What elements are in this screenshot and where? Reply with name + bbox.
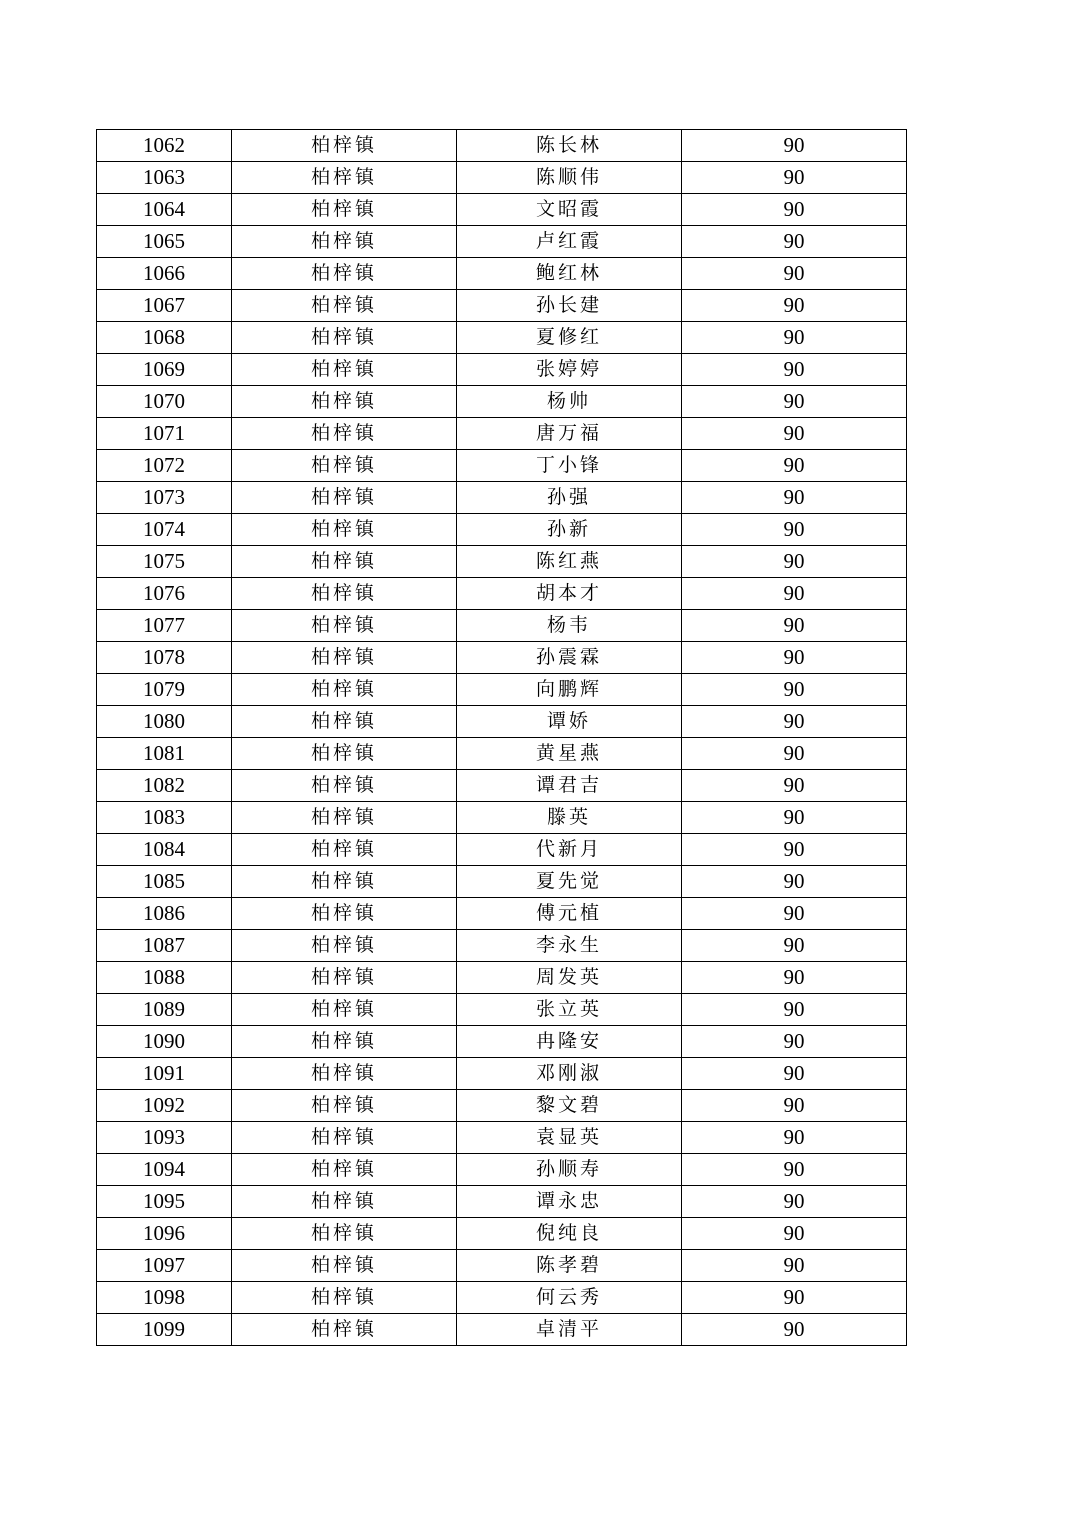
town-cell: 柏梓镇: [232, 450, 457, 482]
town-cell: 柏梓镇: [232, 578, 457, 610]
row-number-cell: 1062: [97, 130, 232, 162]
amount-cell: 90: [682, 994, 907, 1026]
person-name-cell: 代新月: [457, 834, 682, 866]
town-cell: 柏梓镇: [232, 1186, 457, 1218]
table-row: [97, 738, 907, 770]
table-row: [97, 706, 907, 738]
person-name-cell: 夏修红: [457, 322, 682, 354]
amount-cell: 90: [682, 802, 907, 834]
row-number-cell: 1093: [97, 1122, 232, 1154]
amount-cell: 90: [682, 866, 907, 898]
table-row: [97, 1090, 907, 1122]
row-number-cell: 1064: [97, 194, 232, 226]
table-row: [97, 866, 907, 898]
table-row: [97, 1314, 907, 1346]
row-number-cell: 1066: [97, 258, 232, 290]
table-row: [97, 1250, 907, 1282]
table-row: [97, 290, 907, 322]
row-number-cell: 1074: [97, 514, 232, 546]
person-name-cell: 谭君吉: [457, 770, 682, 802]
person-name-cell: 杨帅: [457, 386, 682, 418]
row-number-cell: 1089: [97, 994, 232, 1026]
row-number-cell: 1083: [97, 802, 232, 834]
amount-cell: 90: [682, 450, 907, 482]
amount-cell: 90: [682, 514, 907, 546]
amount-cell: 90: [682, 1058, 907, 1090]
town-cell: 柏梓镇: [232, 610, 457, 642]
amount-cell: 90: [682, 642, 907, 674]
row-number-cell: 1069: [97, 354, 232, 386]
row-number-cell: 1068: [97, 322, 232, 354]
town-cell: 柏梓镇: [232, 674, 457, 706]
amount-cell: 90: [682, 674, 907, 706]
person-name-cell: 杨韦: [457, 610, 682, 642]
row-number-cell: 1067: [97, 290, 232, 322]
amount-cell: 90: [682, 386, 907, 418]
table-row: [97, 674, 907, 706]
row-number-cell: 1082: [97, 770, 232, 802]
town-cell: 柏梓镇: [232, 866, 457, 898]
table-row: [97, 1122, 907, 1154]
person-name-cell: 陈孝碧: [457, 1250, 682, 1282]
person-name-cell: 陈长林: [457, 130, 682, 162]
row-number-cell: 1087: [97, 930, 232, 962]
row-number-cell: 1092: [97, 1090, 232, 1122]
person-name-cell: 张婷婷: [457, 354, 682, 386]
person-name-cell: 丁小锋: [457, 450, 682, 482]
table-row: [97, 930, 907, 962]
table-row: [97, 514, 907, 546]
amount-cell: 90: [682, 194, 907, 226]
row-number-cell: 1070: [97, 386, 232, 418]
town-cell: 柏梓镇: [232, 1218, 457, 1250]
table-row: [97, 1218, 907, 1250]
amount-cell: 90: [682, 1282, 907, 1314]
row-number-cell: 1094: [97, 1154, 232, 1186]
table-row: [97, 834, 907, 866]
person-name-cell: 滕英: [457, 802, 682, 834]
amount-cell: 90: [682, 354, 907, 386]
amount-cell: 90: [682, 1154, 907, 1186]
amount-cell: 90: [682, 706, 907, 738]
row-number-cell: 1075: [97, 546, 232, 578]
person-name-cell: 卓清平: [457, 1314, 682, 1346]
table-row: [97, 386, 907, 418]
amount-cell: 90: [682, 1122, 907, 1154]
town-cell: 柏梓镇: [232, 386, 457, 418]
town-cell: 柏梓镇: [232, 802, 457, 834]
town-cell: 柏梓镇: [232, 930, 457, 962]
person-name-cell: 夏先觉: [457, 866, 682, 898]
town-cell: 柏梓镇: [232, 546, 457, 578]
row-number-cell: 1097: [97, 1250, 232, 1282]
town-cell: 柏梓镇: [232, 162, 457, 194]
amount-cell: 90: [682, 322, 907, 354]
person-name-cell: 孙震霖: [457, 642, 682, 674]
person-name-cell: 卢红霞: [457, 226, 682, 258]
amount-cell: 90: [682, 130, 907, 162]
town-cell: 柏梓镇: [232, 1282, 457, 1314]
town-cell: 柏梓镇: [232, 962, 457, 994]
row-number-cell: 1071: [97, 418, 232, 450]
person-name-cell: 孙顺寿: [457, 1154, 682, 1186]
town-cell: 柏梓镇: [232, 130, 457, 162]
table-row: [97, 194, 907, 226]
row-number-cell: 1090: [97, 1026, 232, 1058]
amount-cell: 90: [682, 898, 907, 930]
amount-cell: 90: [682, 418, 907, 450]
person-name-cell: 谭娇: [457, 706, 682, 738]
amount-cell: 90: [682, 1218, 907, 1250]
town-cell: 柏梓镇: [232, 290, 457, 322]
table-row: [97, 1058, 907, 1090]
row-number-cell: 1065: [97, 226, 232, 258]
town-cell: 柏梓镇: [232, 418, 457, 450]
table-row: [97, 1154, 907, 1186]
person-name-cell: 文昭霞: [457, 194, 682, 226]
row-number-cell: 1079: [97, 674, 232, 706]
town-cell: 柏梓镇: [232, 514, 457, 546]
amount-cell: 90: [682, 738, 907, 770]
person-name-cell: 邓刚淑: [457, 1058, 682, 1090]
person-name-cell: 孙强: [457, 482, 682, 514]
table-row: [97, 450, 907, 482]
table-row: [97, 546, 907, 578]
town-cell: 柏梓镇: [232, 482, 457, 514]
amount-cell: 90: [682, 1250, 907, 1282]
amount-cell: 90: [682, 962, 907, 994]
person-name-cell: 向鹏辉: [457, 674, 682, 706]
row-number-cell: 1072: [97, 450, 232, 482]
table-row: [97, 1282, 907, 1314]
person-name-cell: 孙新: [457, 514, 682, 546]
row-number-cell: 1091: [97, 1058, 232, 1090]
table-row: [97, 226, 907, 258]
person-name-cell: 倪纯良: [457, 1218, 682, 1250]
table-row: [97, 258, 907, 290]
town-cell: 柏梓镇: [232, 354, 457, 386]
amount-cell: 90: [682, 610, 907, 642]
town-cell: 柏梓镇: [232, 994, 457, 1026]
roster-table: [96, 129, 907, 1346]
town-cell: 柏梓镇: [232, 834, 457, 866]
row-number-cell: 1099: [97, 1314, 232, 1346]
town-cell: 柏梓镇: [232, 1250, 457, 1282]
town-cell: 柏梓镇: [232, 1026, 457, 1058]
table-row: [97, 354, 907, 386]
table-row: [97, 418, 907, 450]
row-number-cell: 1080: [97, 706, 232, 738]
person-name-cell: 冉隆安: [457, 1026, 682, 1058]
town-cell: 柏梓镇: [232, 1314, 457, 1346]
town-cell: 柏梓镇: [232, 1154, 457, 1186]
town-cell: 柏梓镇: [232, 706, 457, 738]
row-number-cell: 1076: [97, 578, 232, 610]
person-name-cell: 黄星燕: [457, 738, 682, 770]
amount-cell: 90: [682, 226, 907, 258]
person-name-cell: 谭永忠: [457, 1186, 682, 1218]
table-row: [97, 962, 907, 994]
person-name-cell: 陈红燕: [457, 546, 682, 578]
row-number-cell: 1073: [97, 482, 232, 514]
amount-cell: 90: [682, 1090, 907, 1122]
amount-cell: 90: [682, 1026, 907, 1058]
amount-cell: 90: [682, 258, 907, 290]
amount-cell: 90: [682, 1314, 907, 1346]
town-cell: 柏梓镇: [232, 194, 457, 226]
table-row: [97, 642, 907, 674]
town-cell: 柏梓镇: [232, 770, 457, 802]
person-name-cell: 陈顺伟: [457, 162, 682, 194]
person-name-cell: 傅元植: [457, 898, 682, 930]
roster-table-body: [97, 130, 907, 1346]
amount-cell: 90: [682, 578, 907, 610]
row-number-cell: 1085: [97, 866, 232, 898]
person-name-cell: 何云秀: [457, 1282, 682, 1314]
row-number-cell: 1086: [97, 898, 232, 930]
town-cell: 柏梓镇: [232, 226, 457, 258]
amount-cell: 90: [682, 482, 907, 514]
row-number-cell: 1077: [97, 610, 232, 642]
table-row: [97, 162, 907, 194]
table-row: [97, 802, 907, 834]
person-name-cell: 黎文碧: [457, 1090, 682, 1122]
row-number-cell: 1078: [97, 642, 232, 674]
amount-cell: 90: [682, 162, 907, 194]
row-number-cell: 1088: [97, 962, 232, 994]
table-row: [97, 994, 907, 1026]
table-row: [97, 1026, 907, 1058]
person-name-cell: 鲍红林: [457, 258, 682, 290]
town-cell: 柏梓镇: [232, 1058, 457, 1090]
person-name-cell: 张立英: [457, 994, 682, 1026]
person-name-cell: 周发英: [457, 962, 682, 994]
row-number-cell: 1095: [97, 1186, 232, 1218]
town-cell: 柏梓镇: [232, 738, 457, 770]
table-row: [97, 770, 907, 802]
table-row: [97, 322, 907, 354]
amount-cell: 90: [682, 1186, 907, 1218]
row-number-cell: 1098: [97, 1282, 232, 1314]
person-name-cell: 唐万福: [457, 418, 682, 450]
row-number-cell: 1084: [97, 834, 232, 866]
person-name-cell: 李永生: [457, 930, 682, 962]
amount-cell: 90: [682, 290, 907, 322]
row-number-cell: 1081: [97, 738, 232, 770]
person-name-cell: 胡本才: [457, 578, 682, 610]
amount-cell: 90: [682, 770, 907, 802]
amount-cell: 90: [682, 834, 907, 866]
table-row: [97, 578, 907, 610]
town-cell: 柏梓镇: [232, 898, 457, 930]
town-cell: 柏梓镇: [232, 322, 457, 354]
town-cell: 柏梓镇: [232, 1122, 457, 1154]
table-row: [97, 130, 907, 162]
town-cell: 柏梓镇: [232, 642, 457, 674]
row-number-cell: 1096: [97, 1218, 232, 1250]
row-number-cell: 1063: [97, 162, 232, 194]
table-row: [97, 482, 907, 514]
town-cell: 柏梓镇: [232, 258, 457, 290]
person-name-cell: 袁显英: [457, 1122, 682, 1154]
town-cell: 柏梓镇: [232, 1090, 457, 1122]
person-name-cell: 孙长建: [457, 290, 682, 322]
table-row: [97, 898, 907, 930]
table-row: [97, 610, 907, 642]
amount-cell: 90: [682, 546, 907, 578]
table-row: [97, 1186, 907, 1218]
amount-cell: 90: [682, 930, 907, 962]
